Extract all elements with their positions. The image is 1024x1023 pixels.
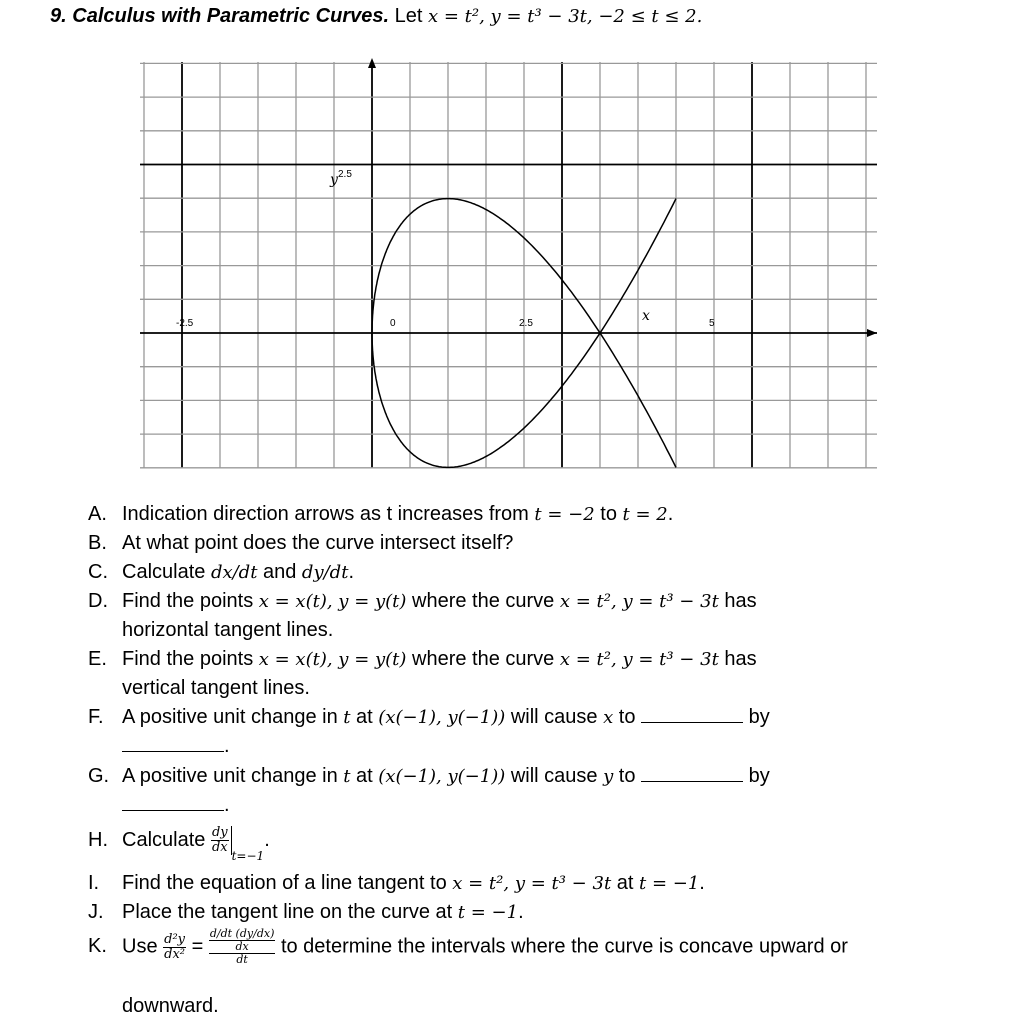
item-text: A positive unit change in (122, 765, 344, 787)
item-text: where the curve (406, 590, 560, 612)
answer-blank[interactable] (641, 706, 743, 723)
inner-denominator: dx (256, 927, 271, 940)
x-axis-label: x (642, 308, 650, 324)
denominator: dx² (164, 946, 185, 962)
x-axis-arrow-icon (867, 329, 877, 337)
answer-blank[interactable] (122, 735, 224, 752)
item-text: Calculate (122, 561, 211, 583)
item-text: by (748, 706, 770, 728)
title-lead: Let (394, 5, 423, 27)
item-math: x = t², y = t³ − 3t (559, 649, 719, 670)
numerator: d²y (164, 931, 186, 947)
item-b (88, 532, 513, 555)
title-equation: x = t², y = t³ − 3t, −2 ≤ t ≤ 2. (427, 6, 703, 27)
item-math: x (603, 707, 614, 728)
item-text: . (667, 503, 674, 525)
item-text: by (748, 765, 770, 787)
item-math: x = t², y = t³ − 3t (559, 591, 719, 612)
derivative-fraction (211, 826, 232, 855)
item-math: t (343, 766, 351, 787)
equals-sign: = (191, 935, 204, 958)
item-text: where the curve (406, 648, 560, 670)
graph (0, 0, 1024, 500)
item-k (88, 928, 848, 966)
item-text: Indication direction arrows as t increases from (122, 503, 535, 525)
item-text: At what point does the curve intersect itself? (122, 532, 514, 554)
item-text: and (257, 561, 302, 583)
evaluation-subscript: t=−1 (231, 848, 265, 863)
item-text: . (224, 794, 230, 816)
item-math: (x(−1), y(−1)) (378, 766, 506, 787)
item-text: at (611, 872, 639, 894)
item-text: Find the equation of a line tangent to (122, 872, 453, 894)
item-math: x = x(t), y = y(t) (258, 649, 407, 670)
item-math: dy/dt (301, 562, 349, 583)
item-text: . (224, 735, 230, 757)
item-letter: A. (88, 503, 107, 525)
item-math: t = −1 (638, 873, 700, 894)
item-letter: B. (88, 532, 107, 554)
item-math: t (343, 707, 351, 728)
item-text: has (718, 590, 757, 612)
dx: dx (209, 941, 276, 954)
item-text: . (264, 828, 270, 851)
item-e-continuation: vertical tangent lines. (122, 677, 310, 699)
x-tick-2.5: 2.5 (519, 318, 533, 329)
y-axis-label: y (330, 172, 338, 188)
item-letter: C. (88, 561, 108, 583)
item-text: Find the points (122, 648, 259, 670)
item-text: has (718, 648, 757, 670)
numerator: dy (211, 825, 228, 840)
grid (140, 62, 877, 468)
item-text: Find the points (122, 590, 259, 612)
item-letter: G. (88, 765, 110, 787)
item-letter: F. (88, 706, 104, 728)
denominator: dx (211, 840, 228, 855)
x-tick-neg2.5: -2.5 (176, 318, 194, 329)
item-a (88, 503, 673, 526)
item-math: t = 2 (622, 504, 668, 525)
problem-number: 9. (50, 5, 67, 27)
item-d (88, 590, 757, 613)
item-h (88, 826, 270, 863)
dt-operator: dt (220, 927, 233, 940)
item-math: x = t², y = t³ − 3t (452, 873, 612, 894)
answer-blank[interactable] (641, 765, 743, 782)
item-text: to (613, 765, 642, 787)
d-operator: d (209, 927, 217, 940)
item-f-continuation (122, 735, 230, 758)
item-letter: E. (88, 648, 107, 670)
item-k-continuation: downward. (122, 995, 219, 1017)
item-text: at (350, 706, 379, 728)
item-letter: I. (88, 872, 100, 894)
item-text: to (594, 503, 623, 525)
item-math: x = x(t), y = y(t) (258, 591, 407, 612)
item-j (88, 901, 524, 924)
item-c (88, 561, 354, 584)
item-d-continuation: horizontal tangent lines. (122, 619, 334, 641)
item-i (88, 872, 705, 895)
item-letter: J. (88, 901, 104, 923)
item-text: at (350, 765, 379, 787)
dt: dt (236, 953, 248, 966)
item-f (88, 706, 770, 729)
item-text: to (613, 706, 642, 728)
item-text: will cause (505, 765, 604, 787)
second-derivative-fraction (163, 933, 186, 962)
item-letter: H. (88, 828, 108, 851)
answer-blank[interactable] (122, 794, 224, 811)
item-math: t = −1 (457, 902, 519, 923)
item-g-continuation (122, 794, 230, 817)
item-letter: D. (88, 590, 108, 612)
y-tick-2.5: 2.5 (338, 169, 352, 180)
item-e (88, 648, 757, 671)
item-g (88, 765, 770, 788)
item-text: . (699, 872, 705, 894)
item-math: y (603, 766, 614, 787)
item-math: (x(−1), y(−1)) (378, 707, 506, 728)
x-tick-0: 0 (390, 318, 396, 329)
item-text: to determine the intervals where the curve is concave upward or (275, 935, 848, 958)
item-text: A positive unit change in (122, 706, 344, 728)
x-tick-5: 5 (709, 318, 715, 329)
item-letter: K. (88, 935, 107, 958)
inner-numerator: dy (239, 927, 254, 940)
item-math: dx/dt (210, 562, 258, 583)
problem-heading: Calculus with Parametric Curves. (72, 5, 390, 27)
item-text: Use (122, 935, 164, 958)
chain-rule-fraction: d/dt (dy/dx) dx dt (209, 927, 275, 966)
item-text: Calculate (122, 828, 211, 851)
item-text: . (348, 561, 354, 583)
item-text: . (518, 901, 524, 923)
item-text: Place the tangent line on the curve at (122, 901, 458, 923)
item-text: will cause (505, 706, 604, 728)
item-math: t = −2 (534, 504, 595, 525)
